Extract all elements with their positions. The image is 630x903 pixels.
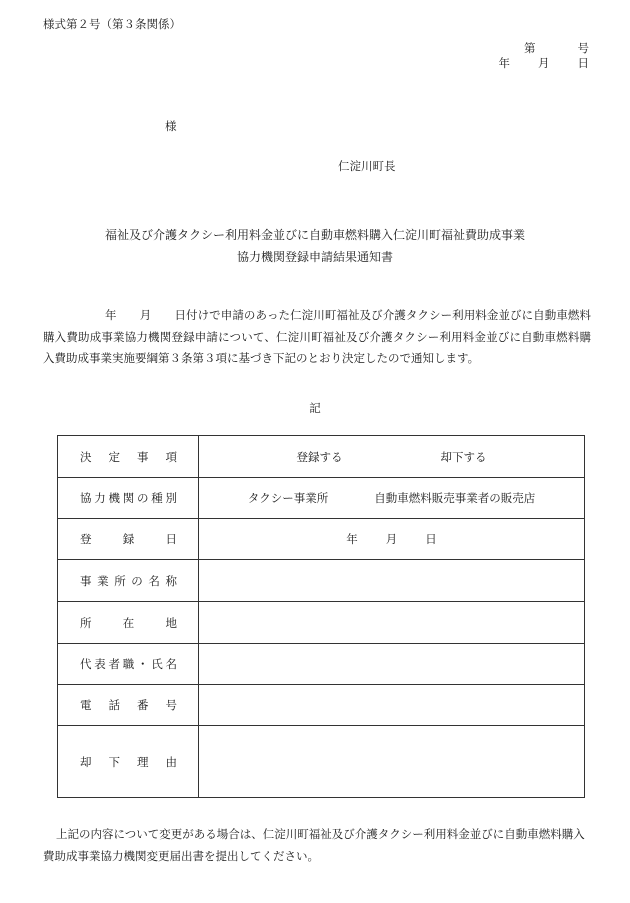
- table-row: [58, 436, 585, 478]
- body-paragraph: 年 月 日付けで申請のあった仁淀川町福祉及び介護タクシー利用料金並びに自動車燃料購入費助成事業協力機関登録申請について、仁淀川町福祉及び介護タクシー利用料金並びに自動車燃料購入費助成事業実施要綱第３条第３項に基づき下記のとおり決定したので通知します。: [43, 308, 591, 365]
- location-label: 所在地: [58, 602, 199, 644]
- footer-note: 上記の内容について変更がある場合は、仁淀川町福祉及び介護タクシー利用料金並びに自動車燃料購入費助成事業協力機関変更届出書を提出してください。: [43, 827, 585, 863]
- decision-value: [199, 436, 585, 478]
- type-value: [199, 478, 585, 519]
- reg-month: 月: [385, 532, 398, 546]
- reg-date-value: [199, 519, 585, 560]
- form-id: 様式第２号（第３条関係）: [43, 17, 181, 31]
- type-option-taxi: タクシー事業所: [247, 491, 329, 505]
- issuer: 仁淀川町長: [338, 159, 396, 173]
- table-row: [58, 644, 585, 685]
- representative-label: 代表者職・氏名: [58, 644, 199, 685]
- location-value: [199, 602, 585, 644]
- title-line-1: 福祉及び介護タクシー利用料金並びに自動車燃料購入仁淀川町福祉費助成事業: [104, 228, 525, 242]
- table-row: [58, 478, 585, 519]
- reg-date-label: 登録日: [58, 519, 199, 560]
- table-row: [58, 519, 585, 560]
- ki-heading: 記: [309, 401, 321, 415]
- table-row: [58, 560, 585, 602]
- title-line-2: 協力機関登録申請結果通知書: [236, 250, 393, 264]
- table-row: [58, 685, 585, 726]
- number-suffix: 号: [577, 41, 589, 55]
- type-label: 協力機関の種別: [58, 478, 199, 519]
- decision-option-register: 登録する: [296, 449, 343, 464]
- table-row: [58, 726, 585, 798]
- reg-year: 年: [346, 532, 358, 546]
- office-name-label: 事業所の名称: [58, 560, 199, 602]
- phone-label: 電話番号: [58, 685, 199, 726]
- reg-day: 日: [425, 532, 437, 546]
- office-name-value: [199, 560, 585, 602]
- number-prefix: 第: [524, 41, 536, 55]
- table-row: [58, 602, 585, 644]
- representative-value: [199, 644, 585, 685]
- type-option-fuel: 自動車燃料販売事業者の販売店: [374, 491, 536, 505]
- decision-label: 決定事項: [58, 436, 199, 478]
- decision-option-reject: 却下する: [440, 449, 487, 464]
- date-year: 年: [498, 56, 510, 70]
- issue-date: [499, 55, 590, 71]
- phone-value: [199, 685, 585, 726]
- date-day: 日: [577, 56, 589, 70]
- document-number: [524, 40, 589, 56]
- rejection-label: 却下理由: [58, 726, 199, 798]
- result-table: [57, 435, 585, 798]
- rejection-value: [199, 726, 585, 798]
- addressee: 様: [165, 119, 177, 133]
- date-month: 月: [538, 56, 550, 70]
